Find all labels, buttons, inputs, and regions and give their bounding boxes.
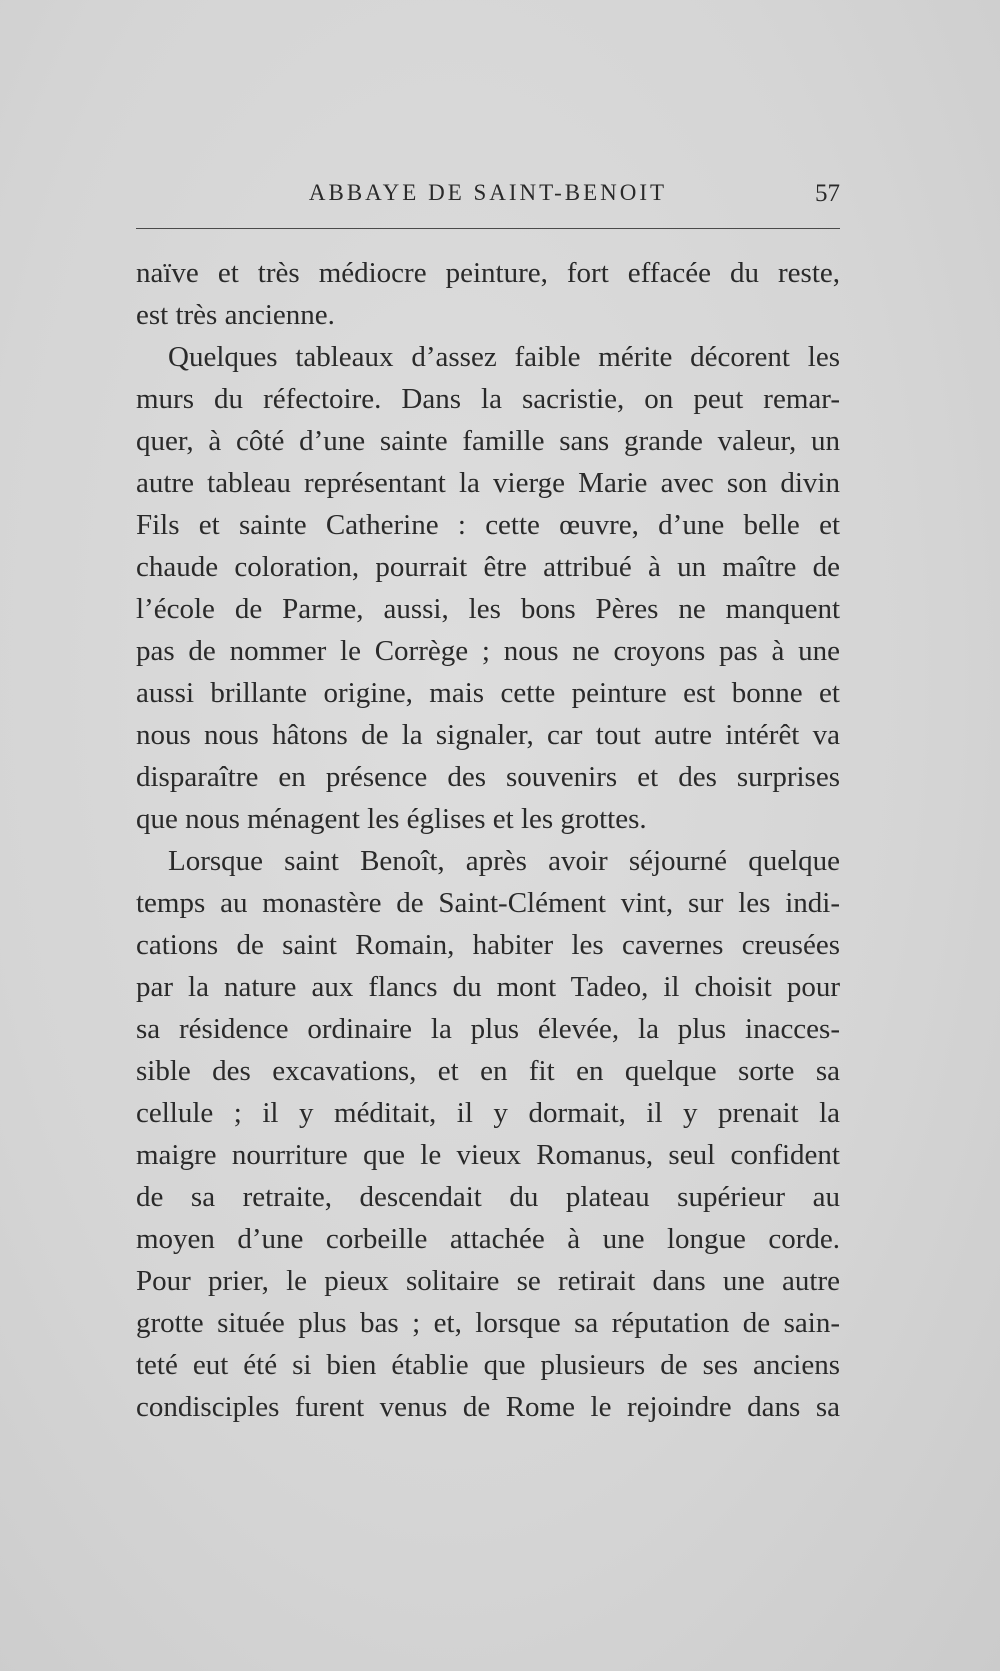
text-line: quer, à côté d’une sainte famille sans grande valeur, un (136, 425, 840, 457)
text-line: aussi brillante origine, mais cette peinture est bonne et (136, 677, 840, 709)
text-line: sible des excavations, et en fit en quelque sorte sa (136, 1055, 840, 1087)
paragraph-first-line: Lorsque saint Benoît, après avoir séjourné quelque (168, 845, 840, 877)
text-line: sa résidence ordinaire la plus élevée, la plus inacces- (136, 1013, 840, 1045)
text-line: condisciples furent venus de Rome le rejoindre dans sa (136, 1391, 840, 1423)
text-line: temps au monastère de Saint-Clément vint, sur les indi- (136, 887, 840, 919)
text-line: que nous ménagent les églises et les grottes. (136, 803, 647, 835)
page-number: 57 (815, 180, 840, 207)
body-text (136, 252, 840, 1428)
paragraph-first-line: Quelques tableaux d’assez faible mérite décorent les (168, 341, 840, 373)
text-line: autre tableau représentant la vierge Marie avec son divin (136, 467, 840, 499)
text-line: par la nature aux flancs du mont Tadeo, il choisit pour (136, 971, 840, 1003)
text-line: Pour prier, le pieux solitaire se retirait dans une autre (136, 1265, 840, 1297)
text-line: l’école de Parme, aussi, les bons Pères ne manquent (136, 593, 840, 625)
text-line: teté eut été si bien établie que plusieurs de ses anciens (136, 1349, 840, 1381)
text-line: est très ancienne. (136, 299, 335, 331)
text-line: pas de nommer le Corrège ; nous ne croyons pas à une (136, 635, 840, 667)
text-line: chaude coloration, pourrait être attribué à un maître de (136, 551, 840, 583)
header-rule (136, 228, 840, 229)
text-line: maigre nourriture que le vieux Romanus, seul confident (136, 1139, 840, 1171)
text-line: nous nous hâtons de la signaler, car tout autre intérêt va (136, 719, 840, 751)
running-title: ABBAYE DE SAINT-BENOIT (308, 180, 668, 205)
text-line: cations de saint Romain, habiter les cavernes creusées (136, 929, 840, 961)
text-line: grotte située plus bas ; et, lorsque sa réputation de sain- (136, 1307, 840, 1339)
text-line: naïve et très médiocre peinture, fort effacée du reste, (136, 257, 840, 289)
text-line: disparaître en présence des souvenirs et des surprises (136, 761, 840, 793)
text-line: murs du réfectoire. Dans la sacristie, on peut remar- (136, 383, 840, 415)
text-line: Fils et sainte Catherine : cette œuvre, d’une belle et (136, 509, 840, 541)
text-line: de sa retraite, descendait du plateau supérieur au (136, 1181, 840, 1213)
text-line: moyen d’une corbeille attachée à une longue corde. (136, 1223, 840, 1255)
text-line: cellule ; il y méditait, il y dormait, il y prenait la (136, 1097, 840, 1129)
running-head (136, 180, 840, 210)
